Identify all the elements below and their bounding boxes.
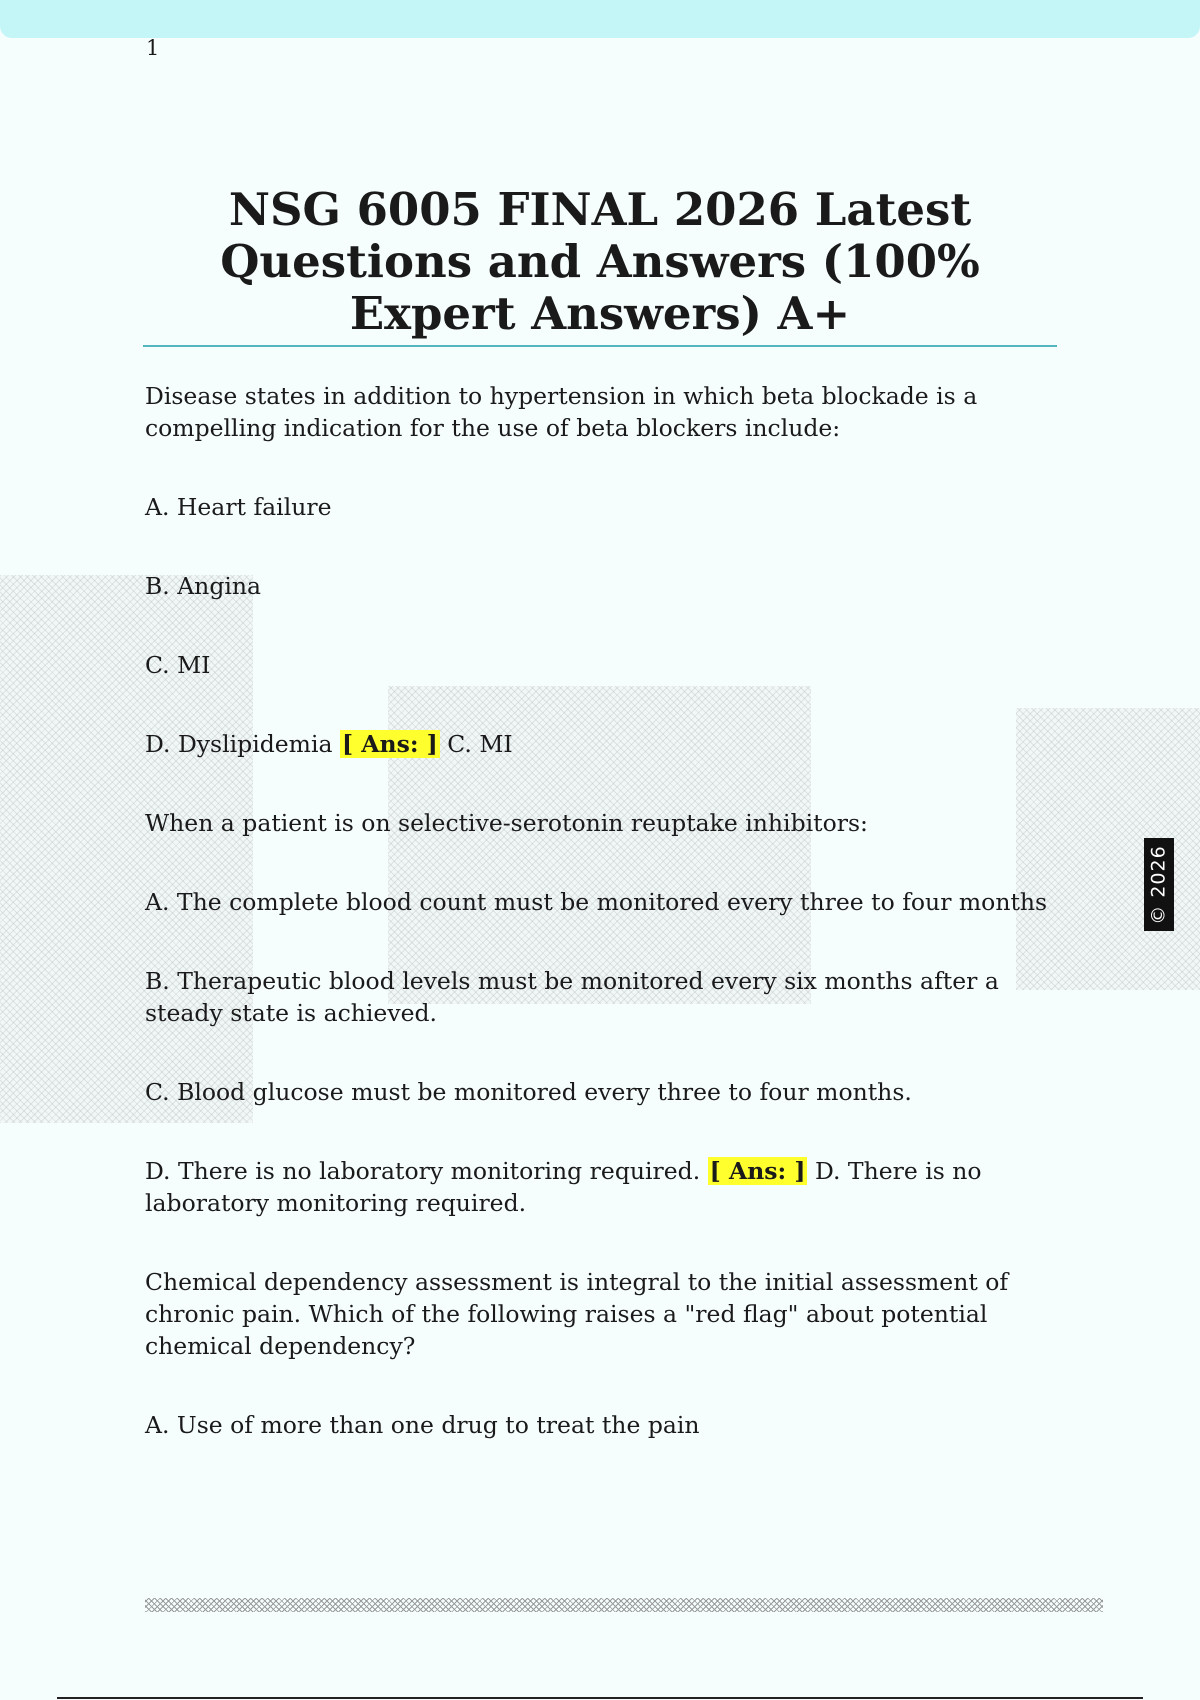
answer-key-badge: [ Ans: ] [341, 730, 438, 758]
footer-rule [57, 1697, 1143, 1699]
document-title: NSG 6005 FINAL 2026 Latest Questions and Answers (100% Expert Answers) A+ [220, 183, 980, 340]
answer-option: C. MI [145, 651, 211, 679]
answer-option: A. The complete blood count must be monitored every three to four months [145, 888, 1048, 916]
answer-option: B. Angina [145, 572, 262, 600]
option-text: D. There is no laboratory monitoring required. [145, 1157, 701, 1185]
title-underline [143, 345, 1057, 347]
answer-option: A. Heart failure [145, 493, 332, 521]
question-stem: Chemical dependency assessment is integral to the initial assessment of chronic pain. Which of the following raises a "red flag" about potential chemical dependency? [145, 1268, 1009, 1360]
correct-answer: D. There is no laboratory monitoring required. [145, 1157, 982, 1217]
question-stem: When a patient is on selective-serotonin reuptake inhibitors: [145, 809, 868, 837]
answer-option: A. Use of more than one drug to treat the pain [145, 1411, 700, 1439]
copyright-text: © 2026 [1148, 844, 1170, 925]
question-stem: Disease states in addition to hypertension in which beta blockade is a compelling indication for the use of beta blockers include: [145, 382, 978, 442]
answer-option-with-key [145, 1155, 1050, 1219]
document-body [145, 380, 1050, 1488]
option-text: D. Dyslipidemia [145, 730, 333, 758]
answer-option: B. Therapeutic blood levels must be monitored every six months after a steady state is achieved. [145, 967, 999, 1027]
copyright-stamp [1144, 838, 1174, 931]
correct-answer: C. MI [447, 730, 513, 758]
top-banner [0, 0, 1200, 38]
decorative-zigzag-divider [145, 1598, 1103, 1612]
answer-option-with-key [145, 728, 1050, 760]
page-number: 1 [146, 36, 160, 60]
answer-option: C. Blood glucose must be monitored every three to four months. [145, 1078, 912, 1106]
answer-key-badge: [ Ans: ] [709, 1157, 806, 1185]
